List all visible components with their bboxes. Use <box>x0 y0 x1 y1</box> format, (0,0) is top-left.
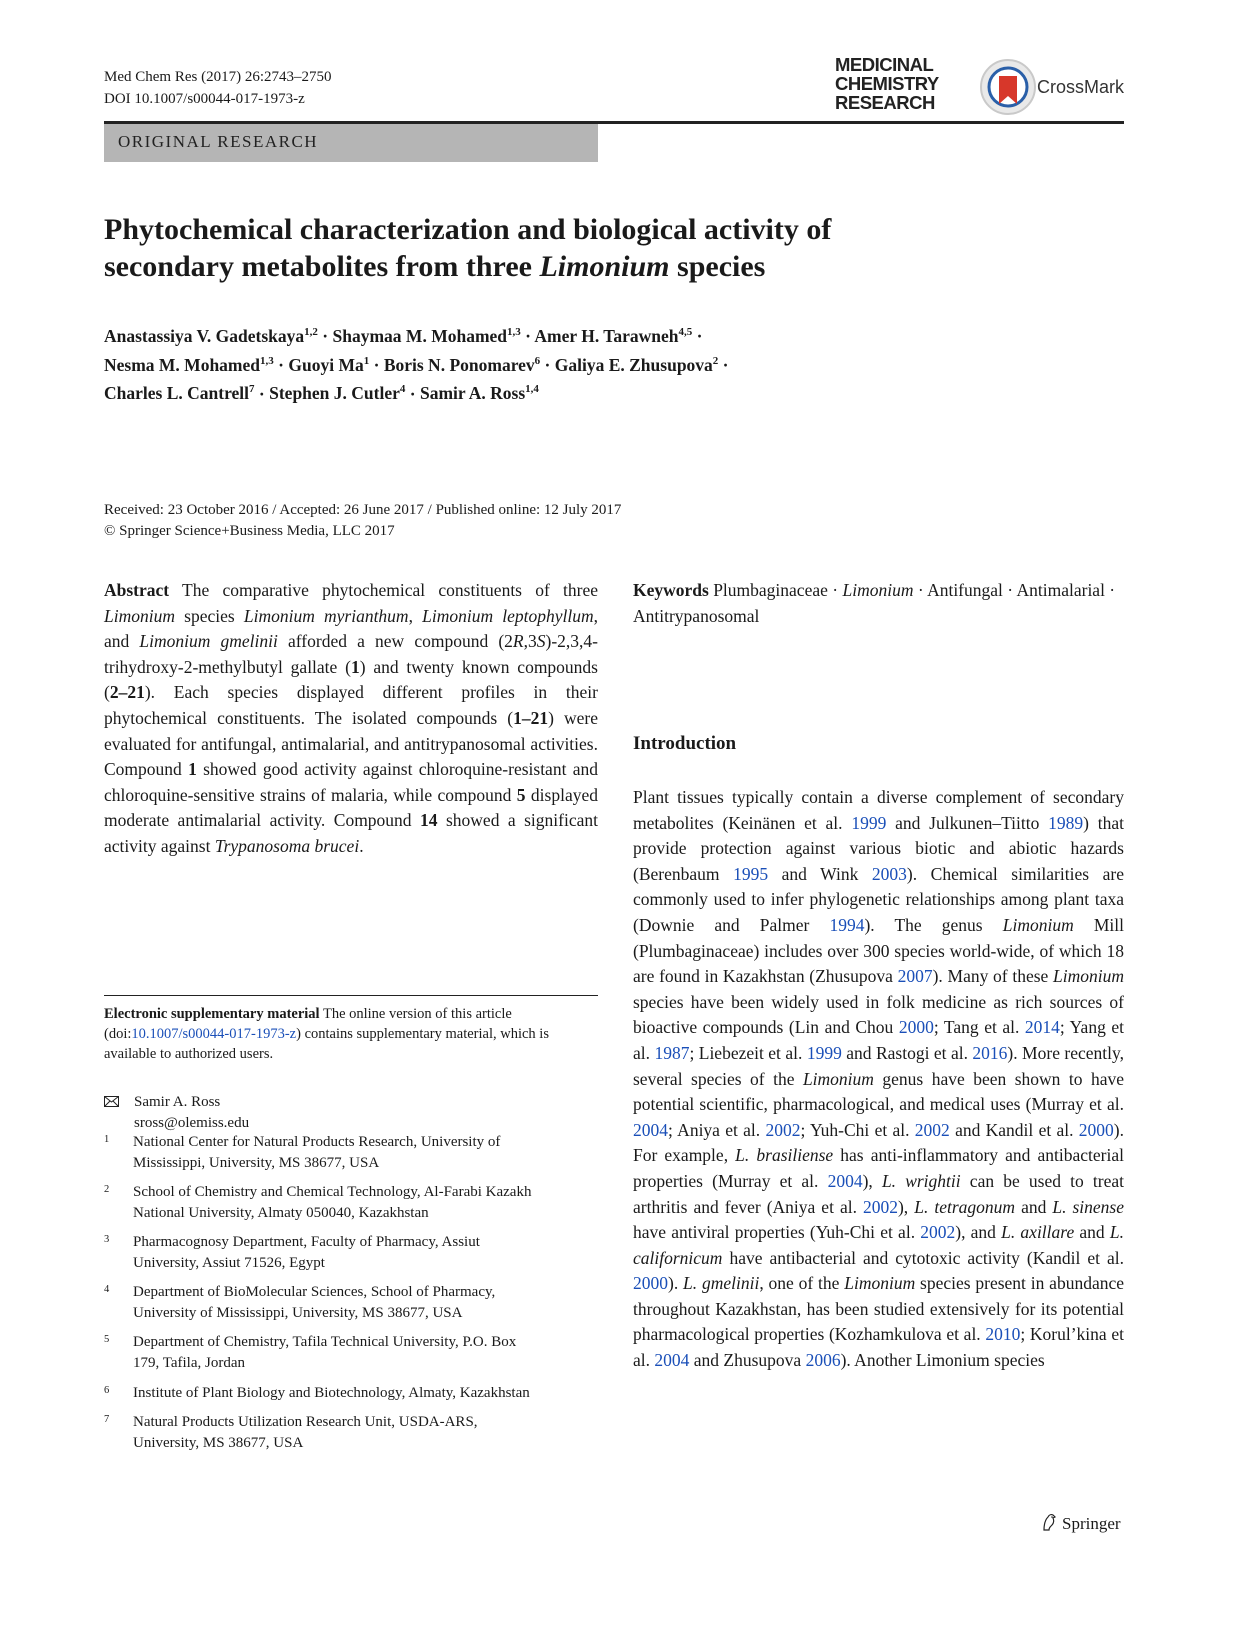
publisher-mark <box>1041 1513 1121 1534</box>
citation-link[interactable]: 2000 <box>898 1017 934 1038</box>
citation-link[interactable]: 2004 <box>827 1170 863 1191</box>
crossmark-label[interactable]: CrossMark <box>1037 77 1125 97</box>
citation-link[interactable]: 2004 <box>654 1350 690 1371</box>
citation-link[interactable]: 2003 <box>871 863 907 884</box>
supplementary-material-note: Electronic supplementary material The online version of this article (doi:10.1007/s00044-017-1973-z) contains supplementary material, which is available to authorized users. <box>104 1006 549 1062</box>
citation-link[interactable]: 1987 <box>654 1042 690 1063</box>
keywords-label: Keywords <box>633 580 709 600</box>
logo-line-3: RESEARCH <box>835 92 935 113</box>
journal-reference <box>104 66 331 110</box>
citation-link[interactable]: 1999 <box>806 1042 842 1063</box>
envelope-icon <box>104 1096 119 1107</box>
citation-link[interactable]: 2010 <box>985 1324 1021 1345</box>
author[interactable]: Boris N. Ponomarev$^6$ <box>383 354 541 375</box>
corresponding-author-name: Samir A. Ross <box>134 1094 221 1110</box>
doi-line: DOI 10.1007/s00044-017-1973-z <box>104 91 305 107</box>
article-type-band <box>104 124 598 162</box>
citation-link[interactable]: 2000 <box>633 1273 668 1294</box>
citation-link[interactable]: 2000 <box>1078 1119 1114 1140</box>
corresponding-author-email[interactable]: sross@olemiss.edu <box>134 1115 250 1131</box>
esm-label: Electronic supplementary material <box>104 1006 320 1022</box>
author[interactable]: Guoyi Ma$^1$ <box>288 354 370 375</box>
title-line-2: secondary metabolites from three Limonium species <box>104 250 766 283</box>
author[interactable]: Shaymaa M. Mohamed$^{1,3}$ <box>332 325 521 346</box>
citation-link[interactable]: 1989 <box>1048 812 1084 833</box>
citation-link[interactable]: 2007 <box>897 966 933 987</box>
keywords: Keywords Plumbaginaceae · Limonium · Antifungal · Antimalarial · Antitrypanosomal <box>633 580 1116 626</box>
citation-link[interactable]: 2016 <box>972 1042 1008 1063</box>
citation-link[interactable]: 2002 <box>862 1196 898 1217</box>
introduction-heading: Introduction <box>633 733 737 754</box>
citation-link[interactable]: 2014 <box>1024 1017 1060 1038</box>
abstract-label: Abstract <box>104 580 170 600</box>
author[interactable]: Anastassiya V. Gadetskaya$^{1,2}$ <box>104 325 318 346</box>
article-type-label: ORIGINAL RESEARCH <box>118 132 319 151</box>
author[interactable]: Stephen J. Cutler$^4$ <box>269 383 406 404</box>
author[interactable]: Amer H. Tarawneh$^{4,5}$ <box>534 325 693 346</box>
springer-horse-icon <box>1041 1513 1058 1532</box>
author[interactable]: Galiya E. Zhusupova$^2$ <box>554 354 719 375</box>
citation-link[interactable]: 2004 <box>633 1119 668 1140</box>
journal-citation: Med Chem Res (2017) 26:2743–2750 <box>104 69 332 85</box>
author[interactable]: Charles L. Cantrell$^7$ <box>104 383 255 404</box>
journal-logo <box>835 55 1125 120</box>
citation-link[interactable]: 2002 <box>914 1119 950 1140</box>
citation-link[interactable]: 1999 <box>851 812 887 833</box>
author[interactable]: Samir A. Ross$^{1,4}$ <box>419 383 539 404</box>
citation-link[interactable]: 2002 <box>920 1222 956 1243</box>
citation-link[interactable]: 2002 <box>765 1119 801 1140</box>
title-line-1: Phytochemical characterization and biological activity of <box>104 213 832 246</box>
author-list: Anastassiya V. Gadetskaya$^{1,2}$ · Shaymaa M. Mohamed$^{1,3}$ · Amer H. Tarawneh$^{4,5}$ · Nesma M. Mohamed$^{1,3}$ · Guoyi $Ma^1$ · Boris N. Ponomarev$^6$ · Galiya E. Zhusupova$^2$ · Charles L. Cantrell$^7$ · Stephen J. Cutler$^4$ · Samir A. Ross$^{1,4}$ <box>104 325 729 404</box>
publisher-name: Springer <box>1062 1514 1121 1533</box>
introduction-text: Plant tissues typically contain a diverse complement of secondary metabolites (Keinänen et al. 1999 and Julkunen–Tiitto 1989) that provide protection against various biotic and abiotic hazards (Berenbaum 1995 and Wink 2003). Chemical similarities are commonly used to infer phylogenetic relationships among plant taxa (Downie and Palmer 1994). The genus Limonium Mill (Plumbaginaceae) includes over 300 species world-wide, of which 18 are found in Kazakhstan (Zhusupova 2007). Many of these Limonium species have been widely used in folk medicine as rich sources of bioactive compounds (Lin and Chou 2000; Tang et al. 2014; Yang et al. 1987; Liebezeit et al. 1999 and Rastogi et al. 2016). More recently, several species of the Limonium genus have been shown to have potential scientific, pharmacological, and medical uses (Murray et al. 2004; Aniya et al. 2002; Yuh-Chi et al. 2002 and Kandil et al. 2000). For example, L. brasiliense has anti-inflammatory and antibacterial properties (Murray et al. 2004), L. wrightii can be used to treat arthritis and fever (Aniya et al. 2002), L. tetragonum and L. sinense have antiviral properties (Yuh-Chi et al. 2002), and L. axillare and L. californicum have antibacterial and cytotoxic activity (Kandil et al. 2000). L. gmelinii, one of the Limonium species present in abundance throughout Kazakhstan, has been studied extensively for its potential pharmacological properties (Kozhamkulova et al. 2010; Korul’kina et al. 2004 and Zhusupova 2006). Another Limonium species <box>633 787 1125 1371</box>
citation-link[interactable]: 1994 <box>829 914 865 935</box>
journal-logo-text <box>835 55 939 112</box>
author[interactable]: Nesma M. Mohamed$^{1,3}$ <box>104 354 274 375</box>
received-accepted-published: Received: 23 October 2016 / Accepted: 26 June 2017 / Published online: 12 July 2017 <box>104 502 622 518</box>
article-title <box>104 211 1104 285</box>
crossmark-icon[interactable] <box>978 57 1038 117</box>
logo-line-2: CHEMISTRY <box>835 73 939 94</box>
abstract: Abstract The comparative phytochemical constituents of three Limonium species Limonium myrianthum, Limonium leptophyllum, and Limonium gmelinii afforded a new compound (2R,3S)-2,3,4-trihydroxy-2-methylbutyl gallate (1) and twenty known compounds (2–21). Each species displayed different profiles in their phytochemical constituents. The isolated compounds (1–21) were evaluated for antifungal, antimalarial, and antitrypanosomal activities. Compound 1 showed good activity against chloroquine-resistant and chloroquine-sensitive strains of malaria, while compound 5 displayed moderate antimalarial activity. Compound 14 showed a significant activity against Trypanosoma brucei. <box>104 580 599 856</box>
publication-dates <box>104 500 621 542</box>
copyright-line: © Springer Science+Business Media, LLC 2017 <box>104 523 395 539</box>
doi-link[interactable]: 10.1007/s00044-017-1973-z <box>131 1026 297 1042</box>
footnote-rule <box>104 995 598 996</box>
logo-line-1: MEDICINAL <box>835 54 934 75</box>
citation-link[interactable]: 1995 <box>733 863 769 884</box>
citation-link[interactable]: 2006 <box>805 1350 841 1371</box>
